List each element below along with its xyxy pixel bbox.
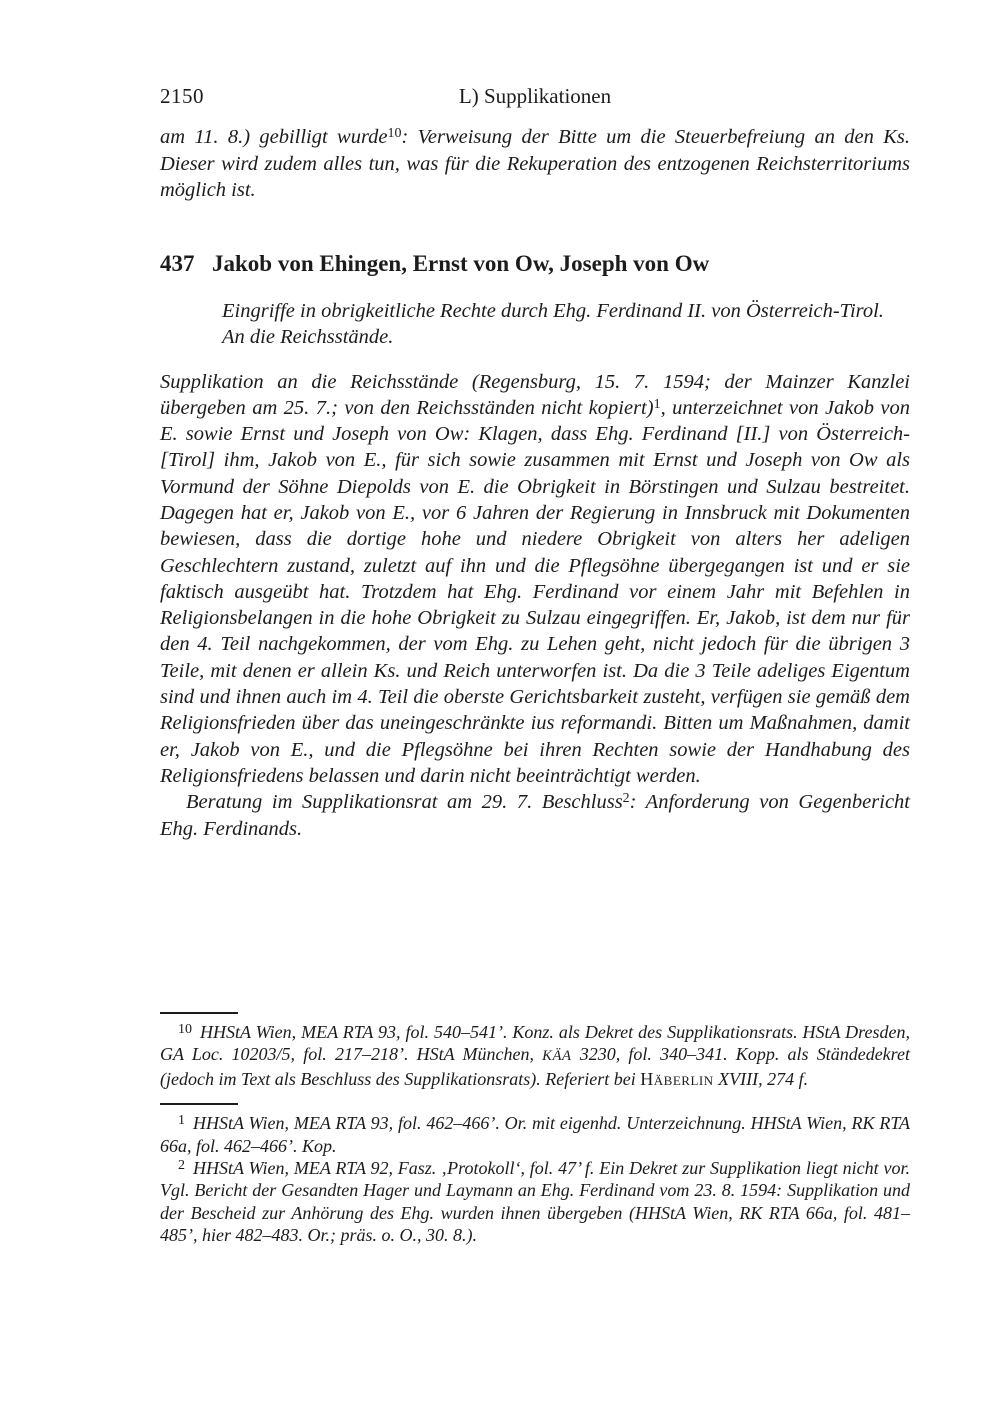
footnote-ref-2: 2 [622, 790, 630, 806]
running-header [160, 84, 910, 110]
regest-text-1: Supplikation an die Reichsstände (Regensburg, 15. 7. 1594; der Mainzer Kanzlei übergeben am 25. 7.; von den Reichsständen nicht kopiert) [160, 370, 910, 419]
entry-subtitle: Eingriffe in obrigkeitliche Rechte durch Ehg. Ferdinand II. von Österreich-Tirol. An die Reichsstände. [222, 299, 884, 348]
footnote-10-archive-sig: KÄA [542, 1048, 572, 1065]
footnote-2-marker: 2 [178, 1157, 186, 1174]
footnote-ref-10: 10 [387, 125, 402, 141]
footnote-separator-2 [160, 1103, 238, 1105]
footnote-1-text: HHStA Wien, MEA RTA 93, fol. 462–466’. Or. mit eigenhd. Unterzeichnung. HHStA Wien, RK RTA 66a, fol. 462–466’. Kop. [160, 1113, 910, 1156]
intro-paragraph [160, 124, 910, 204]
footnote-2 [160, 1157, 910, 1247]
entry-number: 437 [160, 250, 195, 276]
footnote-10-text-3: XVIII, 274 f. [713, 1068, 809, 1089]
regest-text-2: , unterzeichnet von Jakob von E. sowie Ernst und Joseph von Ow: Klagen, dass Ehg. Ferdinand [II.] von Österreich-[Tirol] ihm, Jakob von E., für sich sowie zusammen mit Ernst und Joseph von Ow als Vormund der Söhne Diepolds von E. die Obrigkeit in Börstingen und Sulzau bestreitet. Dagegen hat er, Jakob von E., vor 6 Jahren der Regierung in Innsbruck mit Dokumenten bewiesen, dass die dortige hohe und niedere Obrigkeit von alters her adeligen Geschlechtern zustand, zuletzt auf ihn und die Pflegsöhne übergegangen ist und er sie faktisch ausgeübt hat. Trotzdem hat Ehg. Ferdinand vor einem Jahr mit Befehlen in Religionsbelangen in die hohe Obrigkeit zu Sulzau eingegriffen. Er, Jakob, ist dem nur für den 4. Teil nachgekommen, der vom Ehg. zu Lehen geht, nicht jedoch für die übrigen 3 Teile, mit denen er allein Ks. und Reich unterworfen ist. Da die 3 Teile adeliges Eigentum sind und ihnen auch im 4. Teil die oberste Gerichtsbarkeit zusteht, verfügen sie gemäß dem Religionsfrieden über das uneingeschränkte ius reformandi. Bitten um Maßnahmen, damit er, Jakob von E., und die Pflegsöhne bei ihren Rechten sowie der Handhabung des Religionsfriedens belassen und darin nicht beeinträchtigt werden. [160, 396, 910, 787]
running-head-title: L) Supplikationen [458, 84, 612, 108]
footnote-10 [160, 1021, 910, 1090]
footnote-10-text-2: 3230, fol. 340–341. Kopp. als Ständedekret (jedoch im Text als Beschluss des Supplikationsrats). Referiert bei [160, 1044, 911, 1089]
footnote-10-marker: 10 [178, 1021, 193, 1038]
footnote-ref-1: 1 [653, 396, 661, 412]
page-number: 2150 [160, 84, 204, 108]
intro-text-2: : Verweisung der Bitte um die Steuerbefreiung an den Ks. Dieser wird zudem alles tun, was für die Rekuperation des entzogenen Reichsterritoriums möglich ist. [160, 126, 910, 201]
entry-heading [160, 250, 910, 278]
footnote-1-marker: 1 [178, 1112, 186, 1129]
entry-title: Jakob von Ehingen, Ernst von Ow, Joseph von Ow [212, 250, 710, 276]
deliberation-text-2: : Anforderung von Gegenbericht Ehg. Ferdinands. [160, 791, 910, 840]
footnote-2-text: HHStA Wien, MEA RTA 92, Fasz. ‚Protokoll‘, fol. 47’ f. Ein Dekret zur Supplikation liegt nicht vor. Vgl. Bericht der Gesandten Hager und Laymann an Ehg. Ferdinand vom 23. 8. 1594: Supplikation und der Bescheid zur Anhörung des Ehg. wurden ihnen übergeben (HHStA Wien, RK RTA 66a, fol. 481–485’, hier 482–483. Or.; präs. o. O., 30. 8.). [160, 1158, 910, 1246]
regest-paragraph [160, 369, 910, 790]
deliberation-text-1: Beratung im Supplikationsrat am 29. 7. Beschluss [186, 791, 623, 814]
intro-text-1: am 11. 8.) gebilligt wurde [160, 126, 388, 148]
deliberation-paragraph [160, 789, 910, 842]
footnote-10-author: Häberlin [640, 1068, 714, 1089]
footnote-separator-1 [160, 1012, 238, 1014]
footnote-area [160, 1012, 910, 1247]
footnote-10-text-1: HHStA Wien, MEA RTA 93, fol. 540–541’. Konz. als Dekret des Supplikationsrats. HStA Dresden, GA Loc. 10203/5, fol. 217–218’. HStA München, [160, 1022, 910, 1065]
footnote-1 [160, 1112, 910, 1157]
